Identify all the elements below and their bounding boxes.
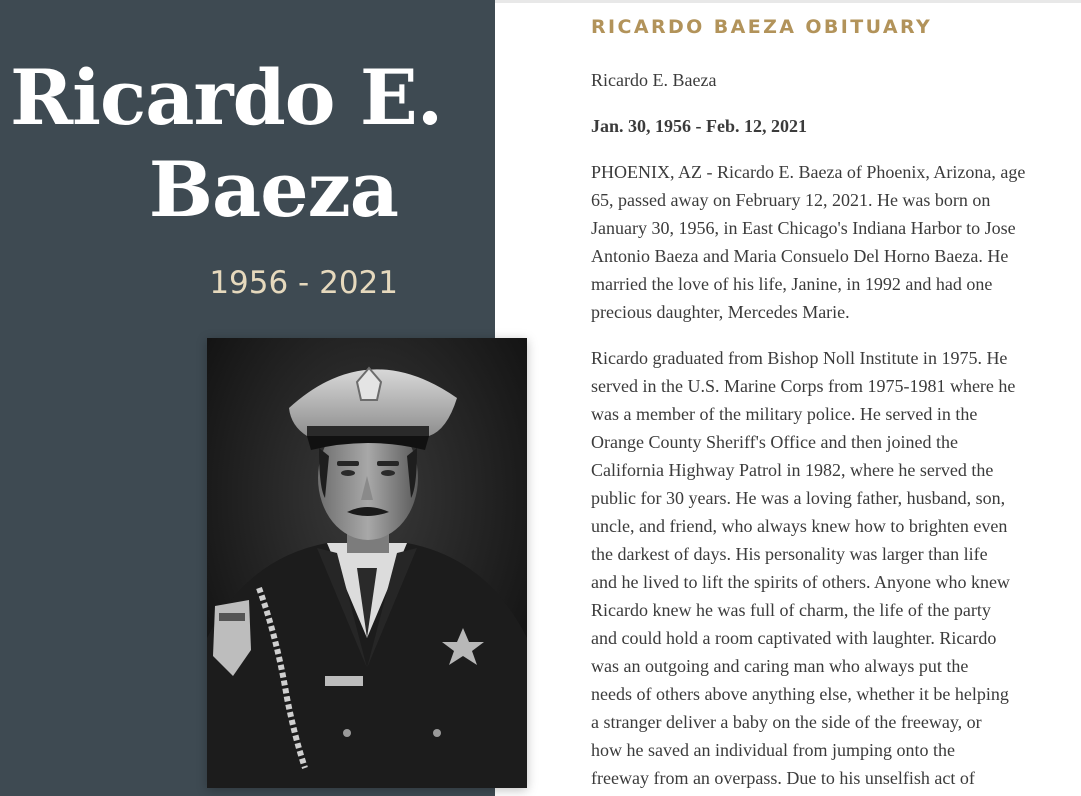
obituary-line: Ricardo knew he was full of charm, the life of the party — [591, 600, 991, 620]
obituary-line: freeway from an overpass. Due to his unselfish act of — [591, 768, 975, 788]
obituary-line: precious daughter, Mercedes Marie. — [591, 302, 850, 322]
obituary-line: Antonio Baeza and Maria Consuelo Del Horno Baeza. He — [591, 246, 1009, 266]
obituary-dates: Jan. 30, 1956 - Feb. 12, 2021 — [591, 116, 807, 136]
obituary-line: was an outgoing and caring man who always put the — [591, 656, 969, 676]
obituary-line: needs of others above anything else, whether it be helping — [591, 684, 1009, 704]
top-divider — [495, 0, 1081, 3]
obituary-line: and he lived to lift the spirits of others. Anyone who knew — [591, 572, 1010, 592]
portrait-photo — [207, 338, 527, 788]
obituary-line: 65, passed away on February 12, 2021. He was born on — [591, 190, 991, 210]
memorial-name-first-line: Ricardo E. — [10, 53, 443, 142]
obituary-line: uncle, and friend, who always knew how to brighten even — [591, 516, 1008, 536]
obituary-line: PHOENIX, AZ - Ricardo E. Baeza of Phoenix, Arizona, age — [591, 162, 1026, 182]
obituary-line: married the love of his life, Janine, in 1992 and had one — [591, 274, 993, 294]
obituary-line: Orange County Sheriff's Office and then joined the — [591, 432, 958, 452]
obituary-paragraph-1 — [591, 158, 1066, 326]
memorial-name-second-line: Baeza — [148, 145, 398, 234]
obituary-name: Ricardo E. Baeza — [591, 70, 717, 90]
obituary-line: public for 30 years. He was a loving father, husband, son, — [591, 488, 1006, 508]
obituary-line: the darkest of days. His personality was larger than life — [591, 544, 988, 564]
obituary-line: and could hold a room captivated with laughter. Ricardo — [591, 628, 997, 648]
portrait-illustration — [207, 338, 527, 788]
obituary-line: California Highway Patrol in 1982, where he served the — [591, 460, 994, 480]
obituary-line: a stranger deliver a baby on the side of the freeway, or — [591, 712, 982, 732]
obituary-line: January 30, 1956, in East Chicago's Indiana Harbor to Jose — [591, 218, 1016, 238]
obituary-line: how he saved an individual from jumping onto the — [591, 740, 955, 760]
obituary-paragraph-2 — [591, 344, 1066, 792]
obituary-line: served in the U.S. Marine Corps from 1975-1981 where he — [591, 376, 1016, 396]
obituary-line: was a member of the military police. He served in the — [591, 404, 978, 424]
obituary-heading: RICARDO BAEZA OBITUARY — [591, 16, 933, 38]
memorial-years: 1956 - 2021 — [209, 265, 398, 301]
obituary-line: Ricardo graduated from Bishop Noll Institute in 1975. He — [591, 348, 1008, 368]
